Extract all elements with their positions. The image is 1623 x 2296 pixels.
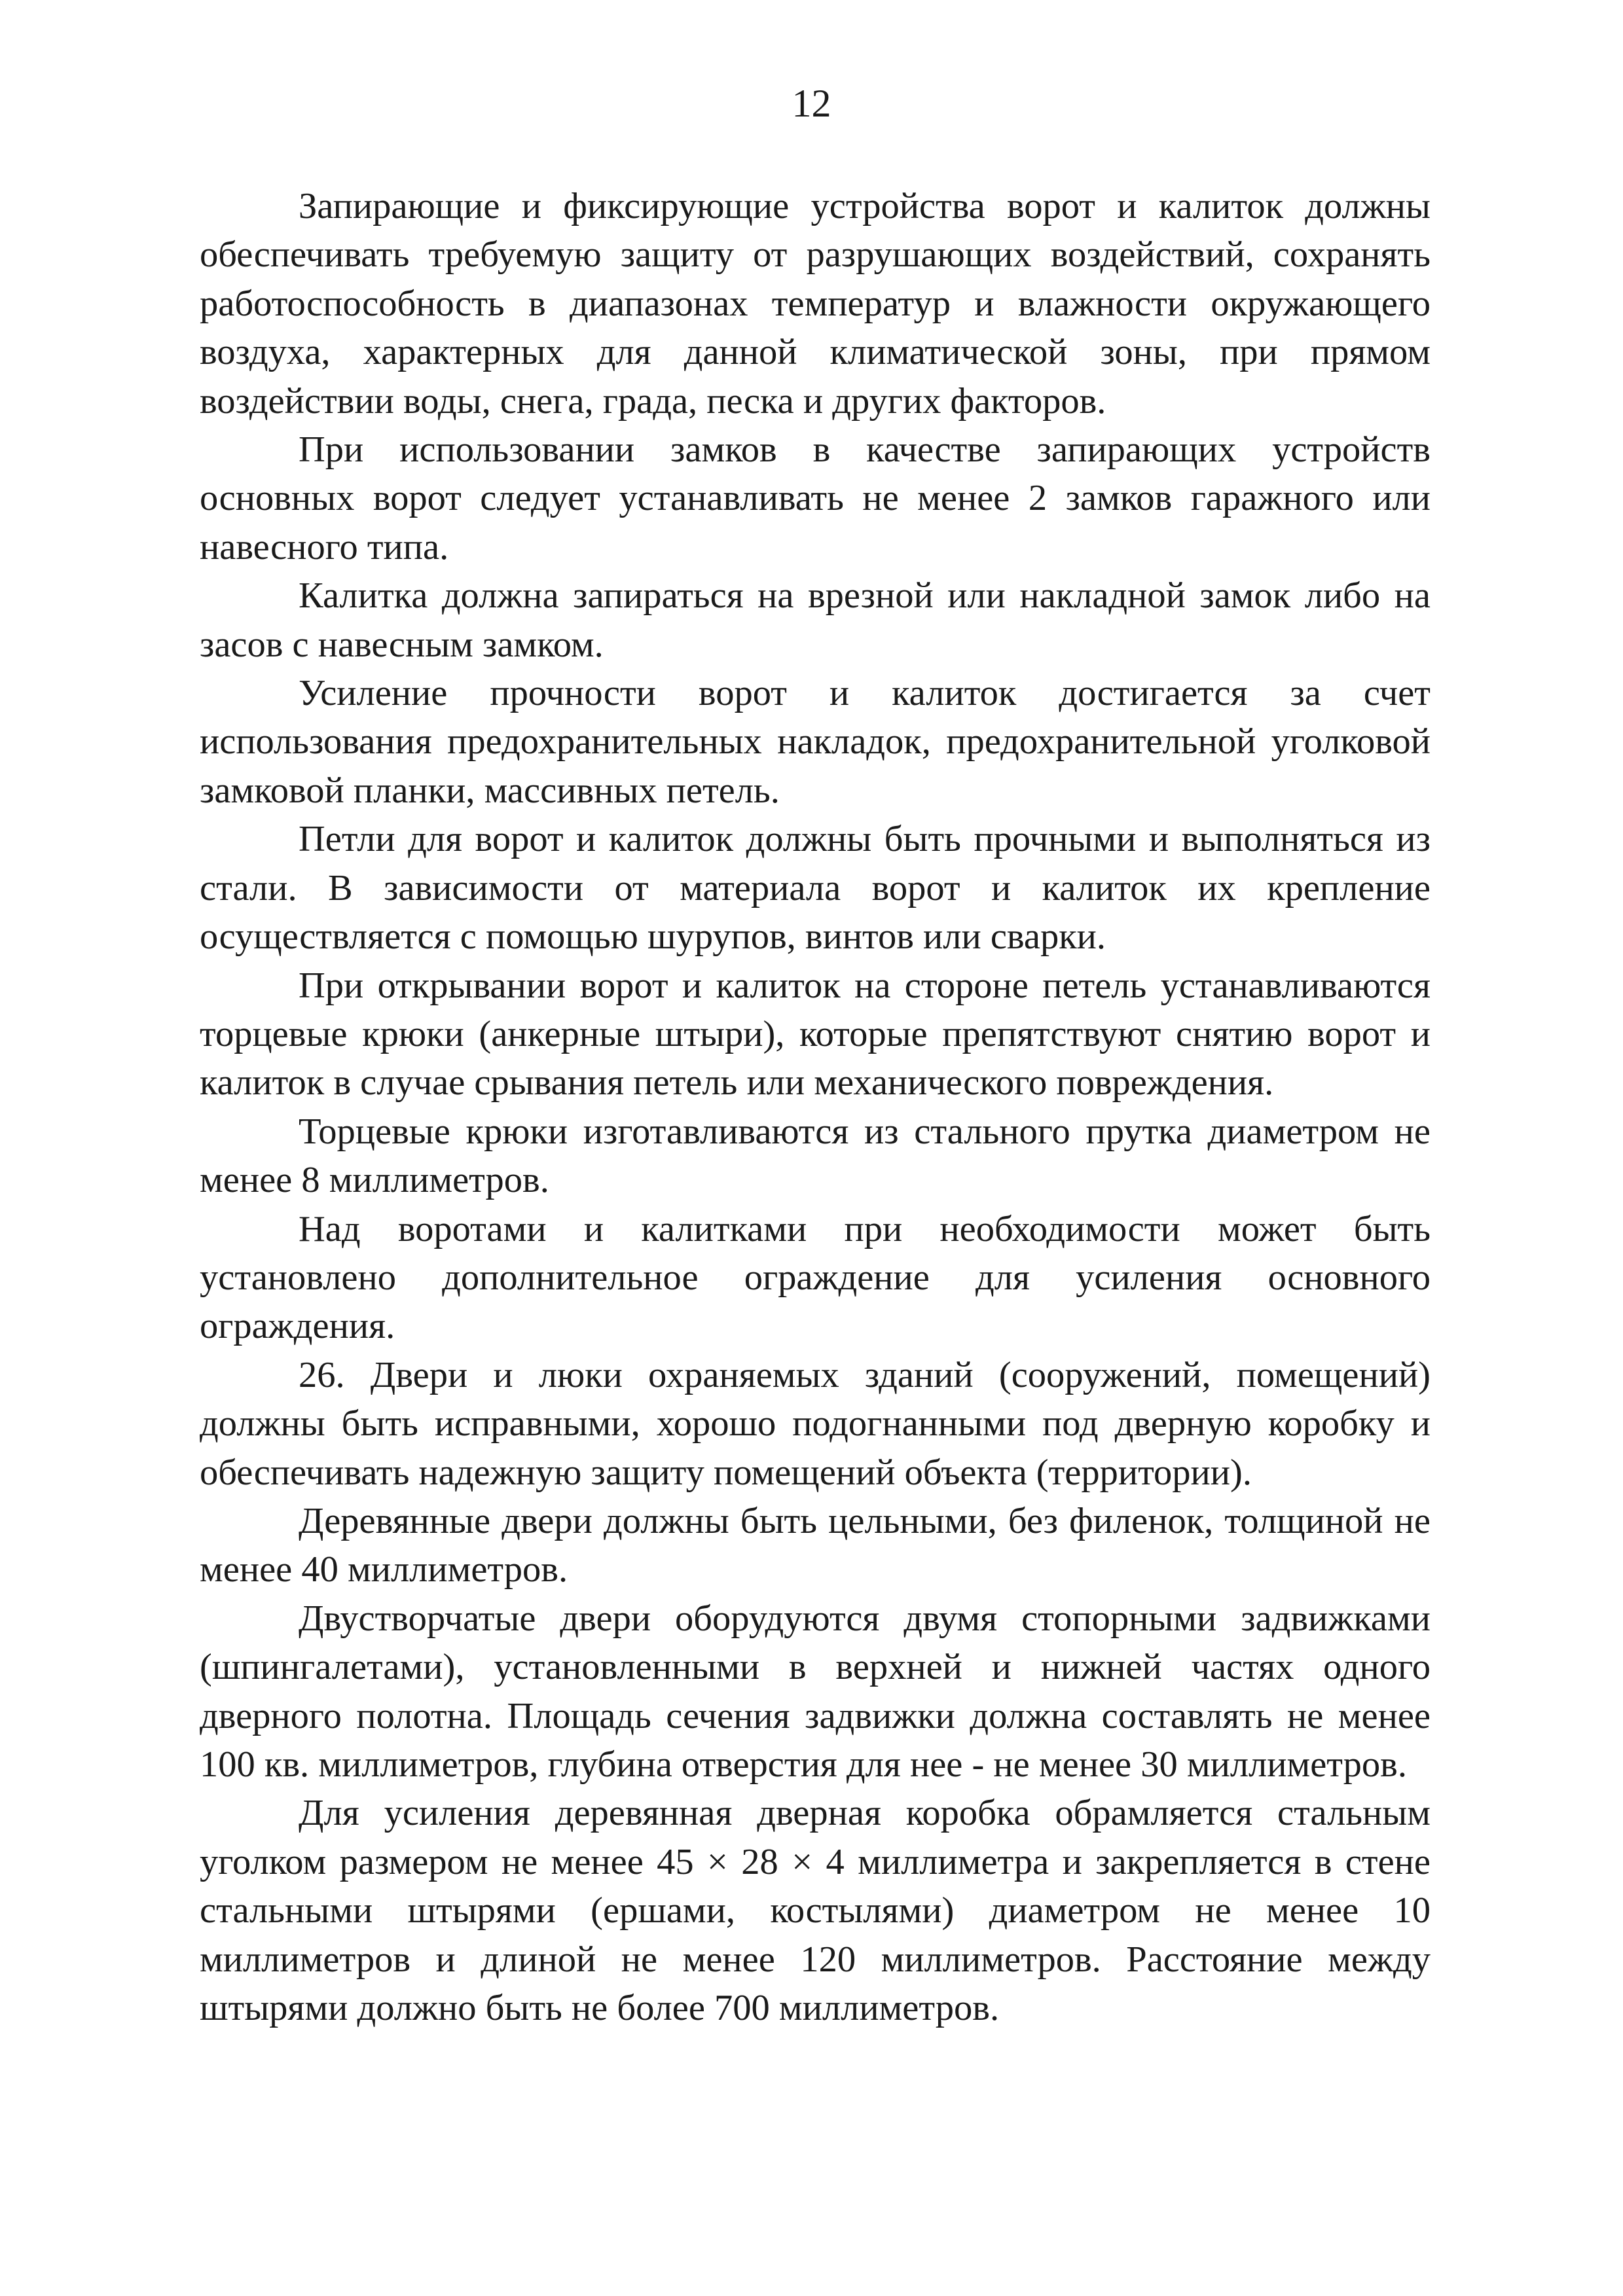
paragraph-wicket-lock: Калитка должна запираться на врезной или накладной замок либо на засов с навесным замком. [200,575,1431,665]
paragraph-wooden-doors: Деревянные двери должны быть цельными, без филенок, толщиной не менее 40 миллиметров. [200,1500,1431,1590]
paragraph-door-frame: Для усиления деревянная дверная коробка обрамляется стальным уголком размером не менее 45 × 28 × 4 миллиметра и закрепляется в стене стальными штырями (ершами, костылями) диаметром не менее 10 миллиметров и длиной не менее 120 миллиметров. Расстояние между штырями должно быть не более 700 миллиметров. [200,1793,1431,2029]
paragraph-double-doors: Двустворчатые двери оборудуются двумя стопорными задвижками (шпингалетами), установленными в верхней и нижней частях одного дверного полотна. Площадь сечения задвижки должна составлять не менее 100 кв. миллиметров, глубина отверстия для нее - не менее 30 миллиметров. [200,1598,1431,1785]
paragraph-locking-devices: Запирающие и фиксирующие устройства ворот и калиток должны обеспечивать требуемую защиту от разрушающих воздействий, сохранять работоспособность в диапазонах температур и влажности окружающего воздуха, характерных для данной климатической зоны, при прямом воздействии воды, снега, града, песка и других факторов. [200,186,1431,422]
paragraph-end-hooks: При открывании ворот и калиток на стороне петель устанавливаются торцевые крюки (анкерные штыри), которые препятствуют снятию ворот и калиток в случае срывания петель или механического повреждения. [200,965,1431,1103]
paragraph-doors-hatches: 26. Двери и люки охраняемых зданий (сооружений, помещений) должны быть исправными, хорошо подогнанными под дверную коробку и обеспечивать надежную защиту помещений объекта (территории). [200,1354,1431,1493]
paragraph-gate-locks: При использовании замков в качестве запирающих устройств основных ворот следует устанавливать не менее 2 замков гаражного или навесного типа. [200,429,1431,567]
document-body [200,182,1431,2032]
paragraph-hook-diameter: Торцевые крюки изготавливаются из стального прутка диаметром не менее 8 миллиметров. [200,1111,1431,1201]
paragraph-reinforcement: Усиление прочности ворот и калиток достигается за счет использования предохранительных накладок, предохранительной уголковой замковой планки, массивных петель. [200,673,1431,811]
page-number: 12 [792,82,831,125]
paragraph-extra-fence: Над воротами и калитками при необходимости может быть установлено дополнительное ограждение для усиления основного ограждения. [200,1208,1431,1347]
paragraph-hinges: Петли для ворот и калиток должны быть прочными и выполняться из стали. В зависимости от материала ворот и калиток их крепление осуществляется с помощью шурупов, винтов или сварки. [200,819,1431,958]
